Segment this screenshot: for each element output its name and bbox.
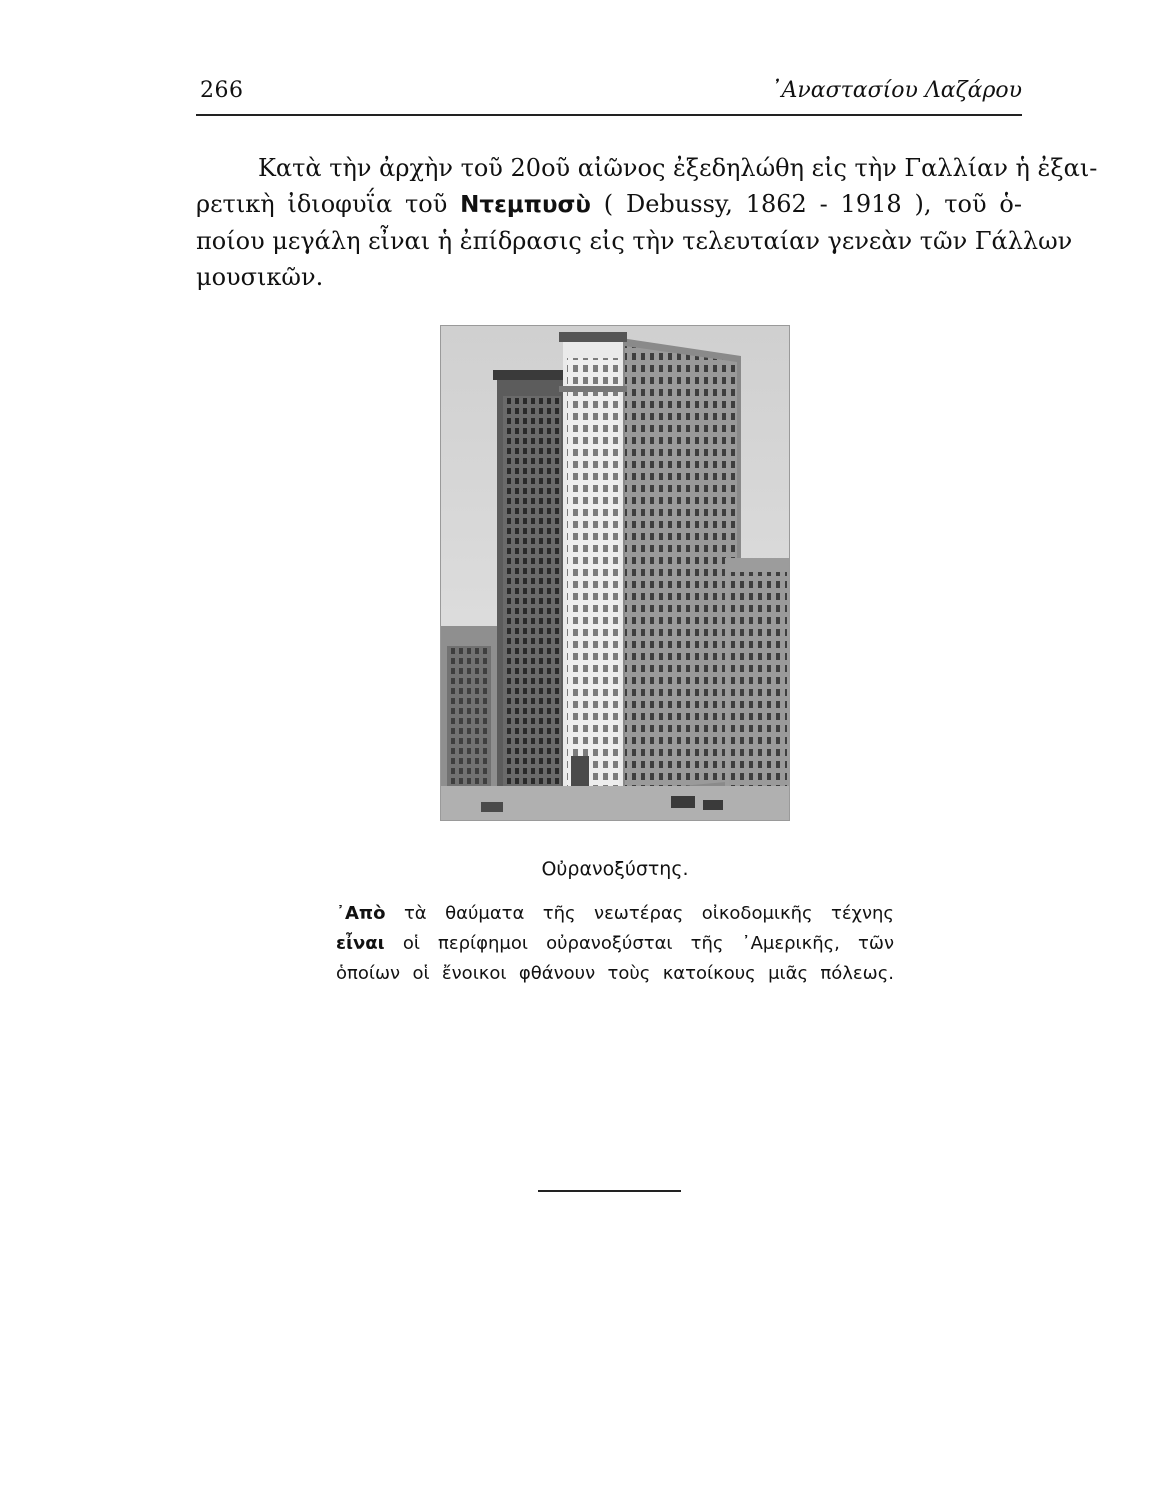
caption-line-2-lead: εἶναι	[336, 933, 385, 954]
figure-caption	[336, 899, 894, 989]
body-line-2	[196, 186, 1022, 223]
body-line-1: Κατὰ τὴν ἀρχὴν τοῦ 20οῦ αἰῶνος ἐξεδηλώθη εἰς τὴν Γαλλίαν ἡ ἐξαι-	[258, 154, 1098, 182]
body-line-2-start: ρετικὴ ἰδιοφυΐα τοῦ	[196, 190, 461, 218]
caption-line-2-rest: οἱ περίφημοι οὐρανοξύσται τῆς ᾿Αμερικῆς, τῶν	[384, 933, 894, 954]
body-paragraph	[196, 150, 1098, 295]
caption-line-1	[336, 899, 894, 929]
composer-name: Ντεμπυσὺ	[460, 192, 591, 218]
figure-caption-title: Οὐρανοξύστης.	[541, 858, 689, 880]
body-line-4: μουσικῶν.	[196, 263, 324, 291]
page-number: 266	[200, 78, 244, 103]
body-line-3: ποίου μεγάλη εἶναι ἡ ἐπίδρασις εἰς τὴν τελευταίαν γενεὰν τῶν Γάλλων	[196, 227, 1073, 255]
body-line-2-end: ( Debussy, 1862 - 1918 ), τοῦ ὁ-	[590, 190, 1022, 218]
running-head	[196, 78, 1022, 110]
caption-line-3: ὁποίων οἱ ἔνοικοι φθάνουν τοὺς κατοίκους μιᾶς πόλεως.	[336, 963, 894, 984]
caption-line-1-lead: ᾿Απὸ	[336, 903, 386, 924]
running-title: ᾿Αναστασίου Λαζάρου	[770, 78, 1022, 103]
caption-line-2	[336, 929, 894, 959]
caption-line-1-rest: τὰ θαύματα τῆς νεωτέρας οἰκοδομικῆς τέχνης	[385, 903, 894, 924]
skyscraper-photo	[440, 325, 790, 821]
header-rule	[196, 114, 1022, 116]
closing-rule	[538, 1190, 681, 1192]
